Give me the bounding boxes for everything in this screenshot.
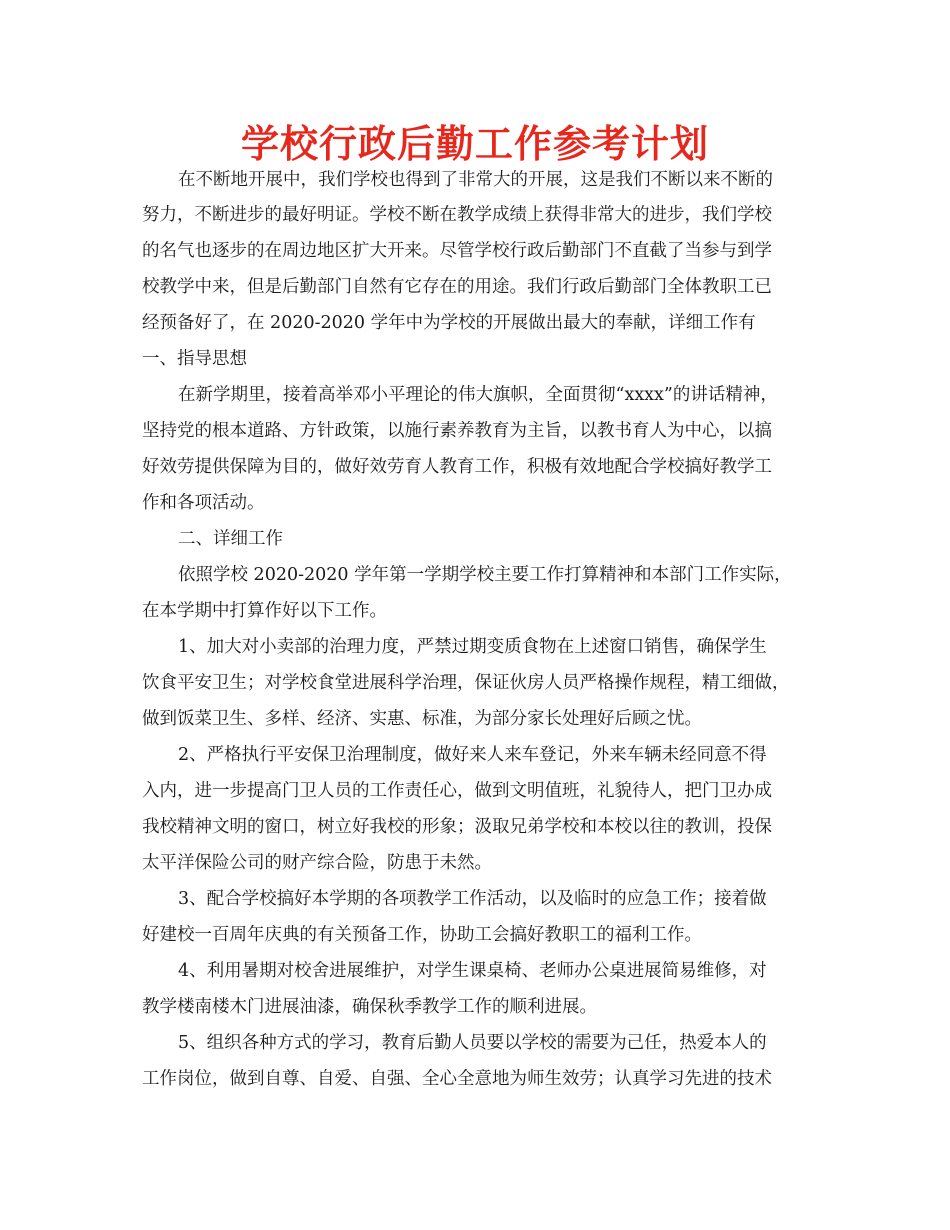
text-line: 的名气也逐步的在周边地区扩大开来。尽管学校行政后勤部门不直截了当参与到学 <box>142 241 772 261</box>
text-line: 我校精神文明的窗口，树立好我校的形象；汲取兄弟学校和本校以往的教训，投保 <box>142 817 772 837</box>
document-title: 学校行政后勤工作参考计划 <box>240 121 709 166</box>
text-line: 在新学期里，接着高举邓小平理论的伟大旗帜，全面贯彻“xxxx”的讲话精神， <box>178 385 778 405</box>
text-line: 做到饭菜卫生、多样、经济、实惠、标准，为部分家长处理好后顾之忧。 <box>142 709 702 729</box>
text-line: 校教学中来，但是后勤部门自然有它存在的用途。我们行政后勤部门全体教职工已 <box>142 277 772 297</box>
text-line: 4、利用暑期对校舍进展维护，对学生课桌椅、老师办公桌进展简易维修，对 <box>178 961 767 981</box>
text-line: 3、配合学校搞好本学期的各项教学工作活动，以及临时的应急工作；接着做 <box>178 889 767 909</box>
text-line: 2、严格执行平安保卫治理制度，做好来人来车登记，外来车辆未经同意不得 <box>178 745 767 765</box>
text-line: 努力，不断进步的最好明证。学校不断在教学成绩上获得非常大的进步，我们学校 <box>142 205 772 225</box>
section-heading: 一、指导思想 <box>142 349 247 369</box>
text-line: 好效劳提供保障为目的，做好效劳育人教育工作，积极有效地配合学校搞好教学工 <box>142 457 772 477</box>
text-line: 在本学期中打算作好以下工作。 <box>142 601 387 621</box>
text-line: 坚持党的根本道路、方针政策，以施行素养教育为主旨，以教书育人为中心，以搞 <box>142 421 772 441</box>
text-line: 教学楼南楼木门进展油漆，确保秋季教学工作的顺利进展。 <box>142 997 597 1017</box>
text-line: 依照学校 2020-2020 学年第一学期学校主要工作打算精神和本部门工作实际， <box>178 565 792 585</box>
text-line: 太平洋保险公司的财产综合险，防患于未然。 <box>142 853 492 873</box>
text-line: 5、组织各种方式的学习，教育后勤人员要以学校的需要为己任，热爱本人的 <box>178 1033 767 1053</box>
text-line: 作和各项活动。 <box>142 493 265 513</box>
text-line: 好建校一百周年庆典的有关预备工作，协助工会搞好教职工的福利工作。 <box>142 925 702 945</box>
text-line: 入内，进一步提高门卫人员的工作责任心，做到文明值班，礼貌待人，把门卫办成 <box>142 781 772 801</box>
text-line: 工作岗位，做到自尊、自爱、自强、全心全意地为师生效劳；认真学习先进的技术 <box>142 1069 772 1089</box>
text-line: 饮食平安卫生；对学校食堂进展科学治理，保证伙房人员严格操作规程，精工细做， <box>142 673 790 693</box>
section-heading: 二、详细工作 <box>178 529 283 549</box>
text-line: 经预备好了，在 2020-2020 学年中为学校的开展做出最大的奉献，详细工作有 <box>142 313 756 333</box>
text-line: 1、加大对小卖部的治理力度，严禁过期变质食物在上述窗口销售，确保学生 <box>178 637 767 657</box>
text-line: 在不断地开展中，我们学校也得到了非常大的开展，这是我们不断以来不断的 <box>178 170 773 190</box>
